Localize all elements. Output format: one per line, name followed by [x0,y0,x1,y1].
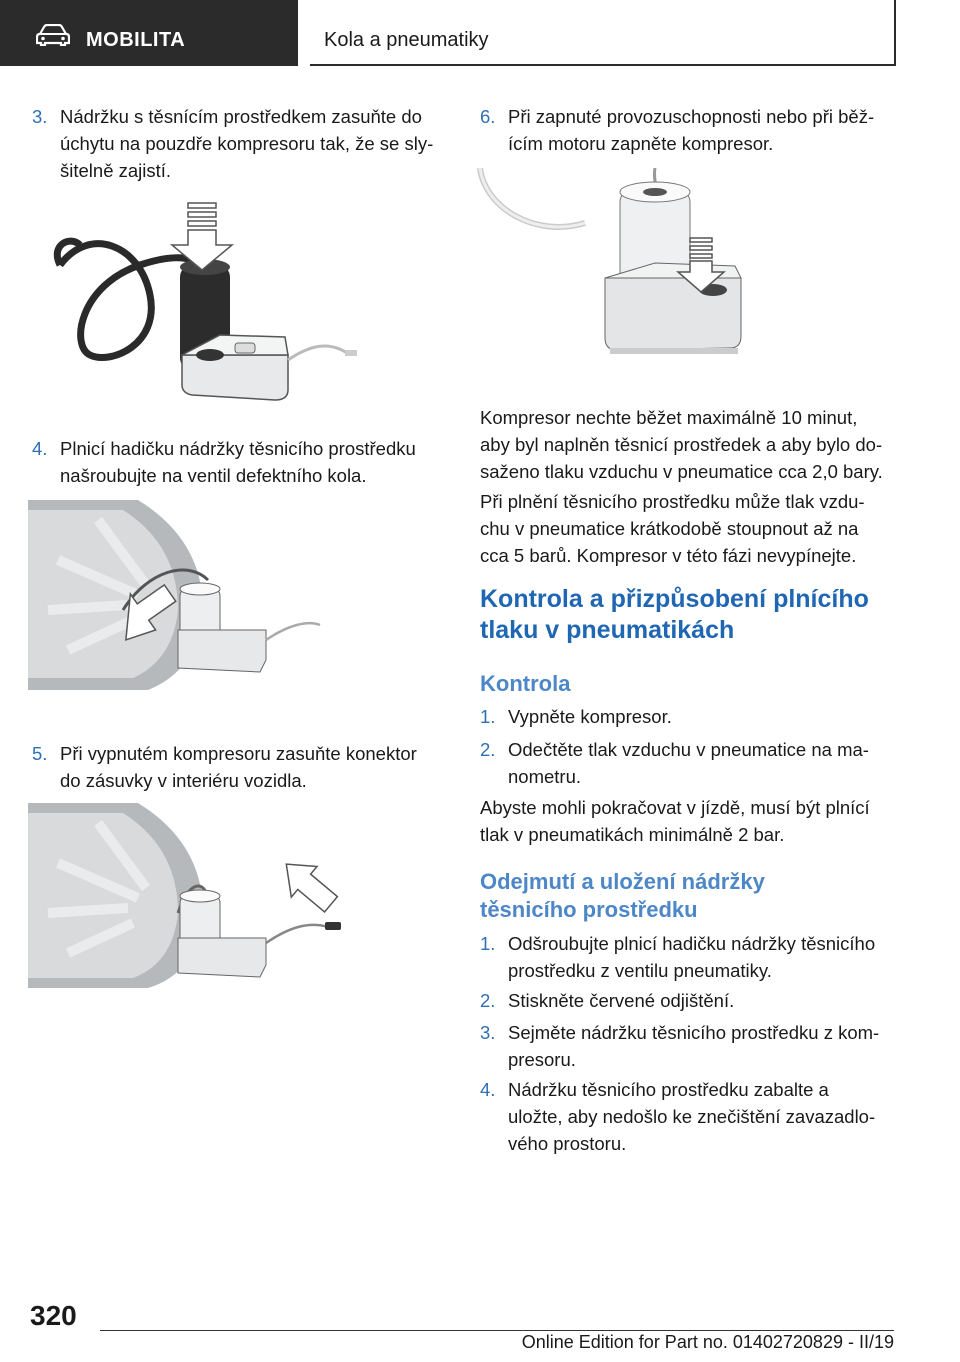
subheading-remove [480,868,900,924]
text-line: Vypněte kompresor. [508,706,672,727]
step-number: 4. [32,438,48,459]
text-line: Odšroubujte plnicí hadičku nádržky těsnicího [508,933,876,954]
text-line: šitelně zajistí. [60,160,172,181]
paragraph-run-time [480,404,900,485]
section-tab [0,0,298,66]
edition-note: Online Edition for Part no. 01402720829 - II/19 [521,1332,894,1352]
chapter-title: Kola a pneumatiky [324,29,489,51]
text-line: Nádržku těsnicího prostředku zabalte a [508,1079,829,1100]
step-number: 5. [32,743,48,764]
text-line: aby byl naplněn těsnicí prostředek a aby bylo do- [480,434,883,455]
text-line: nometru. [508,766,582,787]
step-number: 1. [480,933,496,954]
step-number: 2. [480,990,496,1011]
text-line: ícím motoru zapněte kompresor. [508,133,774,154]
illustration-container-insert [50,195,370,410]
footer-divider [100,1330,894,1331]
illustration-hose-to-valve [28,500,328,690]
chapter-tab [310,0,896,66]
text-line: prostředku z ventilu pneumatiky. [508,960,772,981]
car-icon [36,24,70,46]
text-line: tlak v pneumatikách minimálně 2 bar. [480,824,785,845]
heading-line: Odejmutí a uložení nádržky [480,869,765,894]
text-line: vého prostoru. [508,1133,627,1154]
text-line: Při plnění těsnicího prostředku může tlak vzdu- [480,491,865,512]
paragraph-min-pressure [480,794,900,848]
text-line: Abyste mohli pokračovat v jízdě, musí být plnící [480,797,870,818]
paragraph-pressure-peak [480,488,900,569]
text-line: Kompresor nechte běžet maximálně 10 minut, [480,407,858,428]
subheading-kontrola: Kontrola [480,671,571,696]
text-line: našroubujte na ventil defektního kola. [60,465,367,486]
text-line: chu v pneumatice krátkodobě stoupnout až na [480,518,859,539]
illustration-connector-socket [28,803,358,988]
heading-line: těsnicího prostředku [480,897,698,922]
text-line: Při vypnutém kompresoru zasuňte konektor [60,743,417,764]
text-line: uložte, aby nedošlo ke znečištění zavazadlo- [508,1106,876,1127]
text-line: Plnicí hadičku nádržky těsnicího prostředku [60,438,416,459]
step-number: 2. [480,739,496,760]
page-header [0,0,896,66]
text-line: cca 5 barů. Kompresor v této fázi nevypínejte. [480,545,857,566]
step-number: 1. [480,706,496,727]
text-line: Při zapnuté provozuschopnosti nebo při běž- [508,106,875,127]
text-line: do zásuvky v interiéru vozidla. [60,770,307,791]
section-heading [480,584,900,646]
text-line: saženo tlaku vzduchu v pneumatice cca 2,0 bary. [480,461,883,482]
page-number: 320 [30,1300,77,1331]
step-number: 3. [32,106,48,127]
text-line: presoru. [508,1049,576,1070]
section-title: MOBILITA [86,29,186,51]
step-number: 3. [480,1022,496,1043]
text-line: Stiskněte červené odjištění. [508,990,735,1011]
heading-line: Kontrola a přizpůsobení plnícího [480,585,869,613]
illustration-compressor-on [475,168,765,368]
text-line: Odečtěte tlak vzduchu v pneumatice na ma- [508,739,869,760]
text-line: Nádržku s těsnícím prostředkem zasuňte do [60,106,422,127]
step-number: 6. [480,106,496,127]
heading-line: tlaku v pneumatikách [480,616,735,644]
text-line: Sejměte nádržku těsnicího prostředku z kom- [508,1022,880,1043]
step-number: 4. [480,1079,496,1100]
text-line: úchytu na pouzdře kompresoru tak, že se sly- [60,133,434,154]
